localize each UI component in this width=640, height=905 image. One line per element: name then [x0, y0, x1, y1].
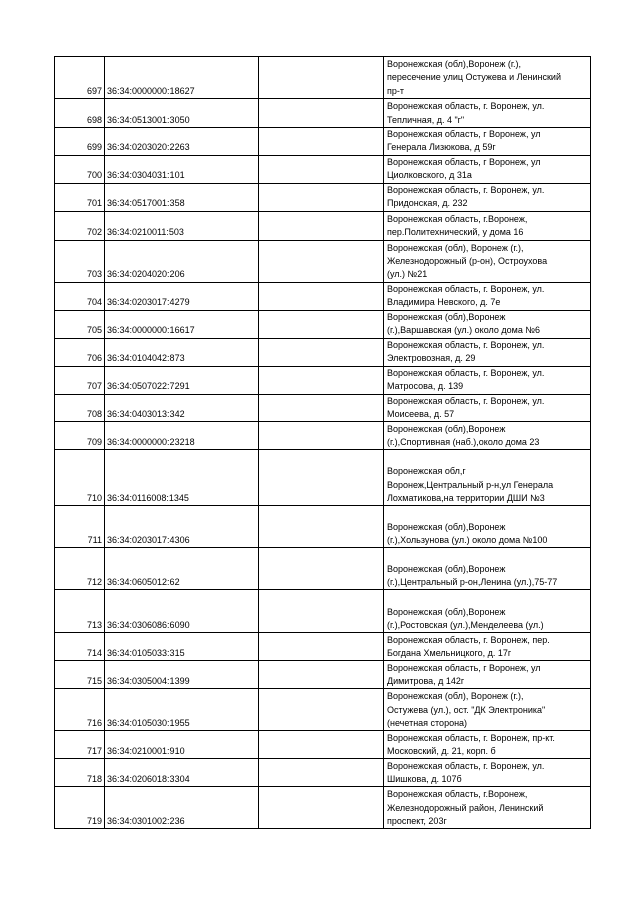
cadastral-number: 36:34:0204020:206: [105, 240, 259, 282]
address-line: Димитрова, д 142г: [387, 675, 465, 686]
address-line: Воронежская (обл),Воронеж: [387, 606, 506, 617]
table-row: [55, 506, 591, 548]
cadastral-number: 36:34:0116008:1345: [105, 450, 259, 506]
cadastral-number: 36:34:0000000:23218: [105, 422, 259, 450]
address-line: Владимира Невского, д. 7е: [387, 297, 501, 308]
address-cell: [384, 366, 591, 394]
row-number: 711: [55, 506, 105, 548]
address-line: Генерала Лизюкова, д 59г: [387, 142, 496, 153]
cadastral-table: [54, 56, 591, 829]
cadastral-number: 36:34:0203017:4306: [105, 506, 259, 548]
empty-cell: [259, 128, 384, 156]
cadastral-number: 36:34:0403013:342: [105, 394, 259, 422]
address-line: Воронежская (обл),Воронеж: [387, 563, 506, 574]
address-cell: [384, 661, 591, 689]
address-line: Воронежская (обл),Воронеж (г.),: [387, 59, 522, 70]
address-cell: [384, 57, 591, 99]
address-cell: [384, 183, 591, 211]
address-cell: [384, 155, 591, 183]
row-number: 715: [55, 661, 105, 689]
address-line: Железнодорожный район, Ленинский: [387, 802, 544, 813]
table-row: [55, 759, 591, 787]
address-line: (г.),Хользунова (ул.) около дома №100: [387, 534, 548, 545]
address-line: Тепличная, д. 4 "г": [387, 114, 465, 125]
address-line: (нечетная сторона): [387, 717, 468, 728]
address-line: Воронежская (обл), Воронеж (г.),: [387, 691, 524, 702]
table-row: [55, 183, 591, 211]
cadastral-number: 36:34:0000000:18627: [105, 57, 259, 99]
table-row: [55, 661, 591, 689]
empty-cell: [259, 548, 384, 590]
address-line: Железнодорожный (р-он), Остроухова: [387, 256, 548, 266]
cadastral-number: 36:34:0306086:6090: [105, 590, 259, 633]
address-line: Воронежская область, г. Воронеж, ул.: [387, 185, 545, 195]
table-row: [55, 394, 591, 422]
address-line: Воронежская область, г. Воронеж, ул.: [387, 368, 545, 378]
cadastral-number: 36:34:0105030:1955: [105, 689, 259, 731]
row-number: 698: [55, 99, 105, 128]
address-line: Воронежская область, г Воронеж, ул: [387, 662, 541, 673]
empty-cell: [259, 366, 384, 394]
table-row: [55, 450, 591, 506]
empty-cell: [259, 155, 384, 183]
cadastral-number: 36:34:0507022:7291: [105, 366, 259, 394]
address-cell: [384, 338, 591, 366]
address-line: Богдана Хмельницкого, д. 17г: [387, 647, 512, 658]
cadastral-number: 36:34:0203020:2263: [105, 128, 259, 156]
address-cell: [384, 787, 591, 829]
address-line: Циолковского, д 31а: [387, 170, 472, 181]
empty-cell: [259, 506, 384, 548]
address-line: (г.),Ростовская (ул.),Менделеева (ул.): [387, 619, 544, 630]
table-row: [55, 422, 591, 450]
table-row: [55, 731, 591, 759]
table-row: [55, 128, 591, 156]
table-row: [55, 282, 591, 310]
cadastral-number: 36:34:0104042:873: [105, 338, 259, 366]
address-line: Матросова, д. 139: [387, 381, 464, 392]
empty-cell: [259, 731, 384, 759]
address-line: (г.),Центральный р-он,Ленина (ул.),75-77: [387, 576, 558, 587]
address-cell: [384, 99, 591, 128]
address-cell: [384, 590, 591, 633]
empty-cell: [259, 689, 384, 731]
empty-cell: [259, 338, 384, 366]
table-row: [55, 338, 591, 366]
empty-cell: [259, 787, 384, 829]
address-line: пр-т: [387, 85, 404, 96]
address-line: Воронежская область, г. Воронеж, ул.: [387, 760, 545, 771]
cadastral-number: 36:34:0305004:1399: [105, 661, 259, 689]
table-row: [55, 99, 591, 128]
table-row: [55, 689, 591, 731]
cadastral-number: 36:34:0206018:3304: [105, 759, 259, 787]
cadastral-number: 36:34:0105033:315: [105, 633, 259, 661]
cadastral-number: 36:34:0210011:503: [105, 211, 259, 240]
row-number: 719: [55, 787, 105, 829]
empty-cell: [259, 282, 384, 310]
row-number: 709: [55, 422, 105, 450]
address-line: Шишкова, д. 107б: [387, 773, 462, 784]
address-cell: [384, 506, 591, 548]
address-line: Воронежская область, г. Воронеж, пер.: [387, 634, 550, 645]
address-line: Лохматикова,на территории ДШИ №3: [387, 492, 545, 503]
row-number: 699: [55, 128, 105, 156]
cadastral-number: 36:34:0517001:358: [105, 183, 259, 211]
row-number: 714: [55, 633, 105, 661]
address-cell: [384, 128, 591, 156]
address-line: пер.Политехнический, у дома 16: [387, 227, 524, 238]
empty-cell: [259, 422, 384, 450]
empty-cell: [259, 57, 384, 99]
address-cell: [384, 450, 591, 506]
cadastral-number: 36:34:0605012:62: [105, 548, 259, 590]
address-cell: [384, 310, 591, 338]
address-line: Воронеж,Центральный р-н,ул Генерала: [387, 479, 554, 490]
cadastral-number: 36:34:0210001:910: [105, 731, 259, 759]
address-line: Воронежская область, г. Воронеж, пр-кт.: [387, 732, 555, 743]
address-line: Воронежская область, г. Воронеж, ул.: [387, 284, 545, 294]
address-line: Воронежская область, г.Воронеж,: [387, 789, 528, 800]
table-row: [55, 57, 591, 99]
address-cell: [384, 731, 591, 759]
address-line: Придонская, д. 232: [387, 198, 468, 209]
row-number: 708: [55, 394, 105, 422]
row-number: 702: [55, 211, 105, 240]
row-number: 704: [55, 282, 105, 310]
table-row: [55, 590, 591, 633]
cadastral-number: 36:34:0304031:101: [105, 155, 259, 183]
row-number: 712: [55, 548, 105, 590]
empty-cell: [259, 240, 384, 282]
row-number: 701: [55, 183, 105, 211]
address-line: (г.),Спортивная (наб.),около дома 23: [387, 436, 540, 447]
empty-cell: [259, 759, 384, 787]
address-line: пересечение улиц Остужева и Ленинский: [387, 72, 561, 83]
address-line: Воронежская (обл),Воронеж: [387, 423, 506, 434]
address-line: Воронежская (обл),Воронеж: [387, 521, 506, 532]
table-row: [55, 787, 591, 829]
table-row: [55, 240, 591, 282]
row-number: 717: [55, 731, 105, 759]
address-cell: [384, 240, 591, 282]
table-row: [55, 310, 591, 338]
empty-cell: [259, 394, 384, 422]
row-number: 710: [55, 450, 105, 506]
row-number: 713: [55, 590, 105, 633]
row-number: 706: [55, 338, 105, 366]
address-line: Воронежская область, г Воронеж, ул: [387, 157, 541, 167]
table-row: [55, 155, 591, 183]
address-cell: [384, 689, 591, 731]
address-cell: [384, 211, 591, 240]
address-cell: [384, 394, 591, 422]
row-number: 700: [55, 155, 105, 183]
cadastral-number: 36:34:0203017:4279: [105, 282, 259, 310]
empty-cell: [259, 450, 384, 506]
cadastral-number: 36:34:0000000:16617: [105, 310, 259, 338]
address-cell: [384, 548, 591, 590]
cadastral-number: 36:34:0513001:3050: [105, 99, 259, 128]
table-body: [55, 57, 591, 829]
row-number: 707: [55, 366, 105, 394]
table-row: [55, 633, 591, 661]
empty-cell: [259, 590, 384, 633]
empty-cell: [259, 99, 384, 128]
address-cell: [384, 633, 591, 661]
address-cell: [384, 422, 591, 450]
row-number: 697: [55, 57, 105, 99]
address-line: проспект, 203г: [387, 815, 447, 826]
table-row: [55, 366, 591, 394]
empty-cell: [259, 310, 384, 338]
empty-cell: [259, 633, 384, 661]
address-line: (г.),Варшавская (ул.) около дома №6: [387, 325, 540, 336]
address-line: Воронежская область, г. Воронеж, ул.: [387, 101, 545, 112]
row-number: 705: [55, 310, 105, 338]
cadastral-number: 36:34:0301002:236: [105, 787, 259, 829]
address-line: Остужева (ул.), ост. "ДК Электроника": [387, 704, 546, 715]
address-line: (ул.) №21: [387, 269, 428, 280]
empty-cell: [259, 211, 384, 240]
address-line: Воронежская (обл), Воронеж (г.),: [387, 242, 524, 253]
table-row: [55, 211, 591, 240]
address-line: Воронежская область, г Воронеж, ул: [387, 129, 541, 139]
table-row: [55, 548, 591, 590]
row-number: 716: [55, 689, 105, 731]
address-line: Воронежская область, г.Воронеж,: [387, 214, 528, 224]
address-line: Воронежская (обл),Воронеж: [387, 312, 506, 322]
address-line: Воронежская область, г. Воронеж, ул.: [387, 395, 545, 406]
row-number: 718: [55, 759, 105, 787]
address-line: Электровозная, д. 29: [387, 353, 476, 364]
empty-cell: [259, 661, 384, 689]
address-line: Воронежская обл,г: [387, 466, 466, 477]
address-line: Моисеева, д. 57: [387, 408, 455, 419]
address-line: Воронежская область, г. Воронеж, ул.: [387, 340, 545, 350]
address-cell: [384, 759, 591, 787]
address-line: Московский, д. 21, корп. б: [387, 745, 496, 756]
address-cell: [384, 282, 591, 310]
row-number: 703: [55, 240, 105, 282]
empty-cell: [259, 183, 384, 211]
